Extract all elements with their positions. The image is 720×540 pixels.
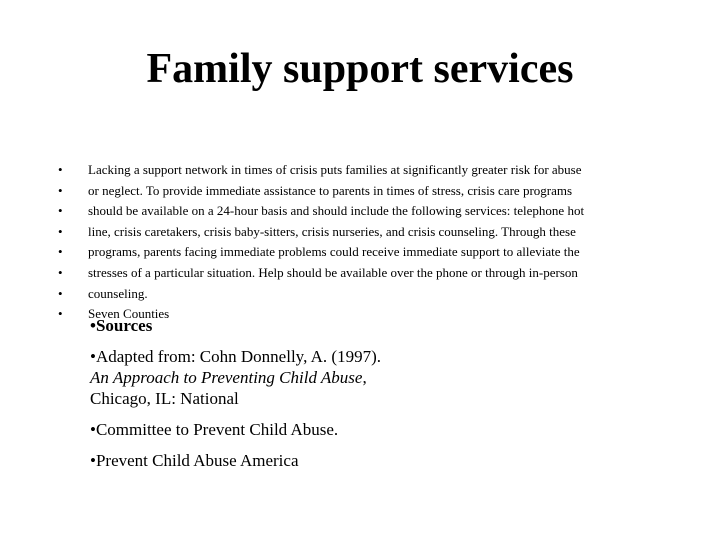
bullet-marker: •: [58, 162, 63, 177]
bullet-item: [58, 263, 698, 284]
bullet-marker: •: [58, 223, 63, 239]
bullet-list: [58, 160, 698, 325]
bullet-item: [58, 160, 698, 181]
bullet-item: [58, 201, 698, 222]
sources-heading: •Sources: [90, 316, 153, 335]
source-ref1-comma: ,: [362, 368, 367, 387]
bullet-marker: •: [58, 244, 63, 260]
source-reference-2: •Committee to Prevent Child Abuse.: [90, 420, 339, 439]
bullet-text: line, crisis caretakers, crisis baby-sitters, crisis nurseries, and crisis counseling. Through these: [88, 223, 576, 239]
sources-block: [90, 315, 590, 481]
bullet-text: programs, parents facing immediate problems could receive immediate support to alleviate the: [88, 244, 580, 260]
bullet-item: [58, 284, 698, 305]
bullet-text: stresses of a particular situation. Help should be available over the phone or through in-person: [88, 264, 578, 280]
bullet-text: should be available on a 24-hour basis and should include the following services: telephone hot: [88, 203, 585, 219]
bullet-item: [58, 222, 698, 243]
bullet-item: [58, 181, 698, 202]
bullet-marker: •: [58, 285, 63, 301]
bullet-marker: •: [58, 264, 63, 280]
slide-title: Family support services: [146, 46, 574, 92]
bullet-marker: •: [58, 203, 63, 219]
source-ref1-line1: •Adapted from: Cohn Donnelly, A. (1997).: [90, 347, 381, 366]
bullet-marker: •: [58, 306, 63, 322]
bullet-text: Lacking a support network in times of crisis puts families at significantly greater risk for abuse: [88, 162, 582, 177]
source-reference-3: •Prevent Child Abuse America: [90, 451, 299, 470]
bullet-text: Seven Counties: [88, 306, 170, 322]
source-ref1-line3: Chicago, IL: National: [90, 389, 239, 408]
bullet-text: counseling.: [88, 285, 148, 301]
source-ref1-book-title: An Approach to Preventing Child Abuse: [90, 368, 363, 387]
bullet-item: [58, 242, 698, 263]
bullet-text: or neglect. To provide immediate assistance to parents in times of stress, crisis care programs: [88, 182, 573, 198]
bullet-marker: •: [58, 182, 63, 198]
source-reference-1: [90, 346, 590, 409]
